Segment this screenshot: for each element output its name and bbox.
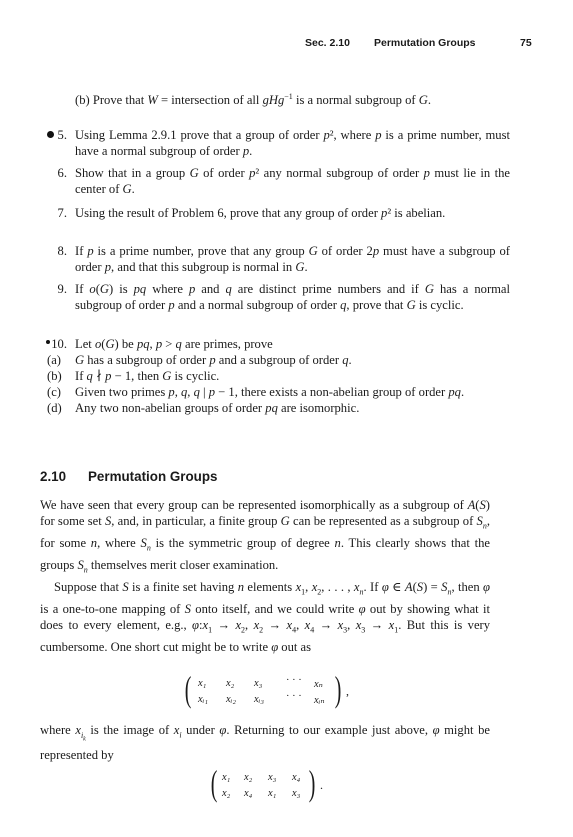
permutation-matrix-example: [210, 763, 332, 806]
exercise-8-text: If p is a prime number, prove that any group G of order 2p must have a subgroup of order p, and that this subgroup is normal in G.: [75, 244, 510, 274]
permutation-matrix-general: [184, 669, 366, 712]
matrix-cell: · · ·: [286, 691, 302, 702]
exercise-10-text: Let o(G) be pq, p > q are primes, prove: [75, 337, 273, 351]
exercise-5: [40, 127, 510, 159]
matrix-punctuation: .: [320, 778, 323, 792]
paragraph-2: Suppose that S is a finite set having n elements $x_1$, $x_2$, . . . , $x_n$. If φ ∈ $A(S) = S_n$, then φ is a one-to-one mapping of S onto itself, and we could write φ out by showing what it does to every element, e.g., $\varphi:x_1 \to x_2$, $x_2 \to x_4$, $x_4 \to x_3$, $x_3 \to x_1$. But this is very cumbersome. One short cut might be to write φ out as: [40, 580, 491, 654]
matrix-cell: x₄: [292, 772, 301, 783]
running-head: [0, 37, 573, 53]
matrix-cell: x₂: [222, 788, 231, 799]
part-text: If q ∤ p − 1, then G is cyclic.: [75, 369, 220, 383]
exercise-10-parts: [47, 352, 507, 416]
exercise-10-part-c: [47, 384, 507, 400]
right-paren: ): [308, 763, 316, 803]
page-number: 75: [520, 37, 532, 49]
part-label: (d): [47, 401, 62, 415]
exercise-10-part-a: [47, 352, 507, 368]
exercise-10-part-b: [47, 368, 507, 384]
exercise-number: 5.: [40, 127, 67, 143]
exercise-number: 6.: [57, 166, 67, 180]
matrix-cell: xᵢ₁: [198, 694, 208, 705]
exercise-number: 9.: [57, 282, 67, 296]
exercise-number: 10.: [40, 336, 67, 352]
exercise-6: [40, 165, 510, 197]
part-label: (b): [47, 369, 62, 383]
section-heading: [40, 469, 217, 484]
matrix-cell: · · ·: [286, 675, 302, 686]
exercise-7: [40, 205, 510, 221]
part-label: (c): [47, 385, 61, 399]
part-text: Any two non-abelian groups of order pq are isomorphic.: [75, 401, 360, 415]
part-text: Given two primes p, q, q | p − 1, there exists a non-abelian group of order pq.: [75, 385, 465, 399]
starred-problem-bullet: [47, 131, 54, 138]
matrix-cell: x₁: [222, 772, 231, 783]
exercise-5-text: Using Lemma 2.9.1 prove that a group of order p², where p is a prime number, must have a normal subgroup of order p.: [75, 128, 510, 158]
section-title: Permutation Groups: [88, 469, 218, 484]
matrix-cell: x₄: [244, 788, 253, 799]
starred-problem-bullet: [46, 340, 50, 344]
left-paren: (: [210, 763, 218, 803]
matrix-cell: x₂: [226, 678, 235, 689]
exercise-8: [40, 243, 510, 275]
section-number: 2.10: [40, 469, 67, 484]
exercise-number: 8.: [57, 244, 67, 258]
matrix-cell: xᵢ₂: [226, 694, 236, 705]
matrix-cell: xᵢₙ: [314, 695, 325, 706]
matrix-punctuation: ,: [346, 684, 349, 698]
exercise-7-text: Using the result of Problem 6, prove that any group of order p² is abelian.: [75, 206, 446, 220]
exercise-9-text: If o(G) is pq where p and q are distinct prime numbers and if G has a normal subgroup of order p and a normal subgroup of order q, prove that G is cyclic.: [75, 282, 511, 312]
matrix-cell: xᵢ₃: [254, 694, 264, 705]
left-paren: (: [184, 669, 192, 709]
running-head-title: Permutation Groups: [374, 37, 476, 49]
exercise-4b-text: (b) Prove that W = intersection of all gHg$^{-1}$ is a normal subgroup of G.: [75, 92, 431, 108]
exercise-6-text: Show that in a group G of order p² any normal subgroup of order p must lie in the center of G.: [75, 166, 510, 196]
paragraph-3: where $x_{i_k}$ is the image of $x_i$ under φ. Returning to our example just above, φ might be represented by: [40, 723, 490, 763]
exercise-10-part-d: [47, 400, 507, 416]
matrix-cell: x₃: [292, 788, 301, 799]
running-head-section: Sec. 2.10: [305, 37, 350, 49]
exercise-10: [40, 336, 510, 352]
matrix-cell: xₙ: [314, 679, 323, 690]
matrix-cell: x₁: [198, 678, 207, 689]
paragraph-1: We have seen that every group can be represented isomorphically as a subgroup of A(S) for some set S, and, in particular, a finite group G can be represented as a subgroup of $S_n$, for some n, where $S_n$ is the symmetric group of degree n. This clearly shows that the groups $S_n$ themselves merit closer examination.: [40, 498, 490, 575]
matrix-cell: x₃: [254, 678, 263, 689]
matrix-cell: x₁: [268, 788, 277, 799]
matrix-cell: x₂: [244, 772, 253, 783]
part-label: (a): [47, 353, 61, 367]
exercise-number: 7.: [57, 206, 67, 220]
right-paren: ): [334, 669, 342, 709]
matrix-cell: x₃: [268, 772, 277, 783]
exercise-9: [40, 281, 510, 313]
exercise-4b: [40, 89, 510, 108]
part-text: G has a subgroup of order p and a subgroup of order q.: [75, 353, 352, 367]
